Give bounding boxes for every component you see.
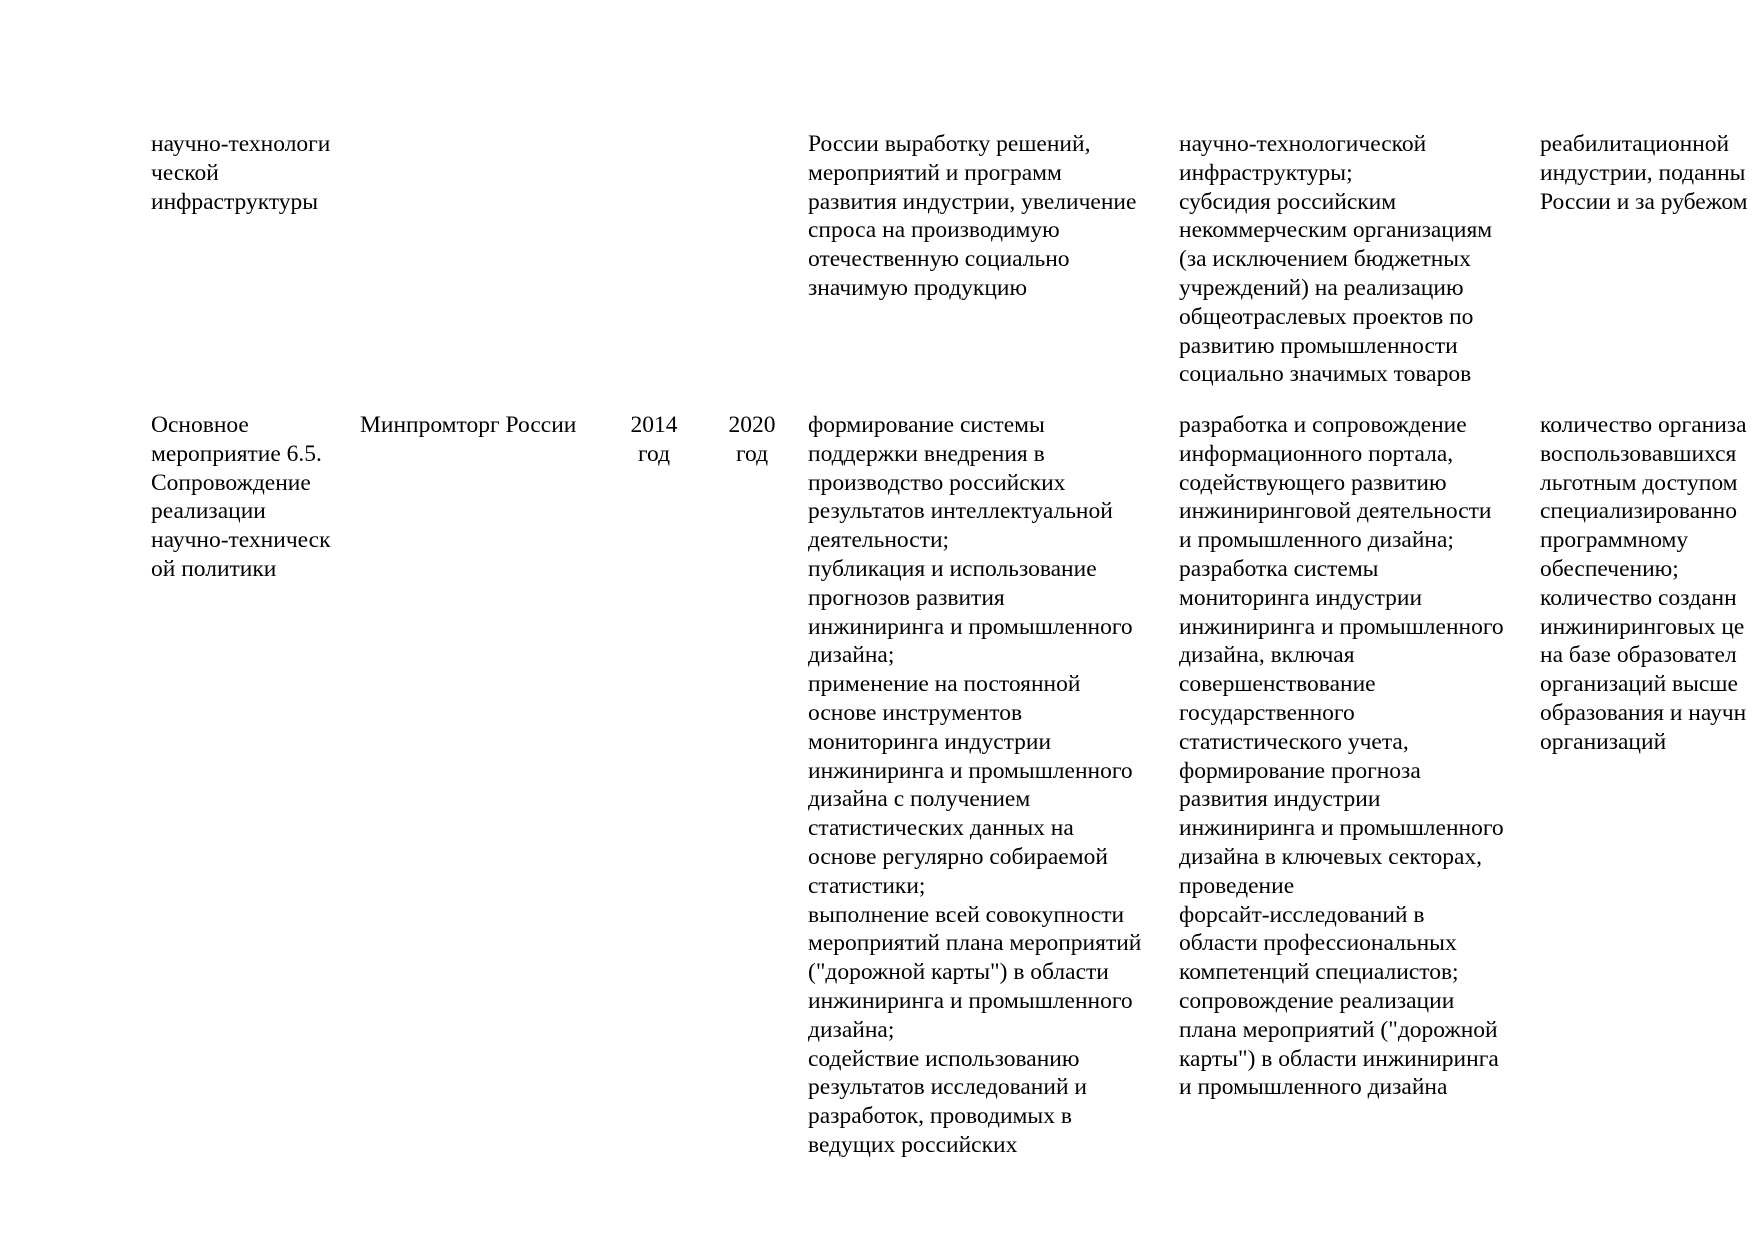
text-line: Минпромторг России xyxy=(360,412,577,438)
text-line: содействующего развитию xyxy=(1179,469,1447,496)
text-line: содействие использованию xyxy=(808,1045,1080,1072)
text-line: мероприятий плана мероприятий xyxy=(808,930,1142,957)
text-line: на базе образовател xyxy=(1540,642,1737,669)
text-line: статистического учета, xyxy=(1179,728,1409,755)
text-line: научно-технологи xyxy=(151,131,331,157)
text-line: ("дорожной карты") в области xyxy=(808,959,1109,986)
text-line: индустрии, поданны xyxy=(1540,159,1746,186)
text-line: отечественную социально xyxy=(808,246,1070,273)
text-line: год xyxy=(735,440,769,467)
text-line: публикация и использование xyxy=(808,555,1097,582)
cell-main-directions xyxy=(1179,411,1504,1102)
text-line: государственного xyxy=(1179,699,1355,726)
text-line: обеспечению; xyxy=(1540,555,1679,582)
text-line: 2020 xyxy=(728,412,776,438)
text-line: социально значимых товаров xyxy=(1179,361,1472,388)
cell-expected-result xyxy=(808,130,1136,303)
text-line: (за исключением бюджетных xyxy=(1179,246,1471,273)
text-line: разработок, проводимых в xyxy=(808,1103,1072,1130)
text-line: дизайна; xyxy=(808,1016,895,1043)
text-line: разработка и сопровождение xyxy=(1179,412,1467,438)
text-line: 2014 xyxy=(630,412,678,438)
text-line: льготным доступом xyxy=(1540,469,1738,496)
text-line: России выработку решений, xyxy=(808,131,1091,157)
text-line: разработка системы xyxy=(1179,555,1379,582)
text-line: реабилитационной xyxy=(1540,131,1730,157)
text-line: основе инструментов xyxy=(808,699,1023,726)
text-line: инжиниринга и промышленного xyxy=(808,613,1133,640)
text-line: форсайт-исследований в xyxy=(1179,901,1425,928)
text-line: плана мероприятий ("дорожной xyxy=(1179,1016,1498,1043)
text-line: прогнозов развития xyxy=(808,584,1005,611)
text-line: ой политики xyxy=(151,555,277,582)
text-line: учреждений) на реализацию xyxy=(1179,274,1464,301)
text-line: количество созданн xyxy=(1540,584,1737,611)
text-line: результатов интеллектуальной xyxy=(808,498,1113,525)
cell-start-year xyxy=(626,411,682,469)
text-line: дизайна в ключевых секторах, xyxy=(1179,843,1483,870)
text-line: мероприятий и программ xyxy=(808,159,1062,186)
text-line: инжиниринга и промышленного xyxy=(808,757,1133,784)
text-line: дизайна с получением xyxy=(808,786,1031,813)
text-line: общеотраслевых проектов по xyxy=(1179,303,1474,330)
text-line: совершенствование xyxy=(1179,671,1376,698)
text-line: информационного портала, xyxy=(1179,440,1454,467)
text-line: результатов исследований и xyxy=(808,1074,1087,1101)
text-line: инжиниринга и промышленного xyxy=(1179,613,1504,640)
text-line: мониторинга индустрии xyxy=(808,728,1052,755)
text-line: организаций xyxy=(1540,728,1667,755)
text-line: инжиниринговых це xyxy=(1540,613,1745,640)
text-line: инфраструктуры xyxy=(151,188,319,215)
cell-indicators xyxy=(1540,130,1748,216)
text-line: основе регулярно собираемой xyxy=(808,843,1108,870)
text-line: выполнение всей совокупности xyxy=(808,901,1125,928)
text-line: статистики; xyxy=(808,872,926,899)
text-line: компетенций специалистов; xyxy=(1179,959,1459,986)
text-line: формирование системы xyxy=(808,412,1045,438)
text-line: сопровождение реализации xyxy=(1179,987,1455,1014)
cell-indicators xyxy=(1540,411,1747,757)
text-line: образования и научн xyxy=(1540,699,1747,726)
text-line: формирование прогноза xyxy=(1179,757,1421,784)
text-line: области профессиональных xyxy=(1179,930,1457,957)
text-line: и промышленного дизайна xyxy=(1179,1074,1448,1101)
text-line: развитию промышленности xyxy=(1179,332,1458,359)
text-line: значимую продукцию xyxy=(808,274,1028,301)
text-line: программному xyxy=(1540,527,1689,554)
text-line: дизайна; xyxy=(808,642,895,669)
text-line: инжиниринга и промышленного xyxy=(808,987,1133,1014)
text-line: мероприятие 6.5. xyxy=(151,440,322,467)
cell-executor xyxy=(360,411,576,440)
text-line: деятельности; xyxy=(808,527,950,554)
text-line: и промышленного дизайна; xyxy=(1179,527,1454,554)
text-line: специализированно xyxy=(1540,498,1738,525)
cell-activity-name xyxy=(151,130,330,216)
text-line: инфраструктуры; xyxy=(1179,159,1353,186)
text-line: научно-техническ xyxy=(151,527,331,554)
text-line: научно-технологической xyxy=(1179,131,1427,157)
text-line: ческой xyxy=(151,159,219,186)
text-line: производство российских xyxy=(808,469,1066,496)
text-line: России и за рубежом xyxy=(1540,188,1748,215)
cell-expected-result xyxy=(808,411,1141,1160)
text-line: реализации xyxy=(151,498,266,525)
cell-activity-name xyxy=(151,411,331,584)
text-line: организаций высше xyxy=(1540,671,1738,698)
text-line: проведение xyxy=(1179,872,1295,899)
text-line: некоммерческим организациям xyxy=(1179,217,1493,244)
cell-end-year xyxy=(724,411,780,469)
text-line: статистических данных на xyxy=(808,815,1074,842)
text-line: воспользовавшихся xyxy=(1540,440,1737,467)
text-line: субсидия российским xyxy=(1179,188,1397,215)
text-line: развития индустрии xyxy=(1179,786,1381,813)
cell-main-directions xyxy=(1179,130,1492,389)
text-line: мониторинга индустрии xyxy=(1179,584,1423,611)
text-line: Основное xyxy=(151,412,249,438)
text-line: год xyxy=(637,440,671,467)
text-line: количество организа xyxy=(1540,412,1747,438)
text-line: ведущих российских xyxy=(808,1131,1018,1158)
text-line: спроса на производимую xyxy=(808,217,1060,244)
text-line: применение на постоянной xyxy=(808,671,1081,698)
text-line: инжиниринга и промышленного xyxy=(1179,815,1504,842)
text-line: дизайна, включая xyxy=(1179,642,1355,669)
text-line: развития индустрии, увеличение xyxy=(808,188,1137,215)
text-line: карты") в области инжиниринга xyxy=(1179,1045,1499,1072)
text-line: поддержки внедрения в xyxy=(808,440,1045,467)
text-line: Сопровождение xyxy=(151,469,311,496)
text-line: инжиниринговой деятельности xyxy=(1179,498,1492,525)
